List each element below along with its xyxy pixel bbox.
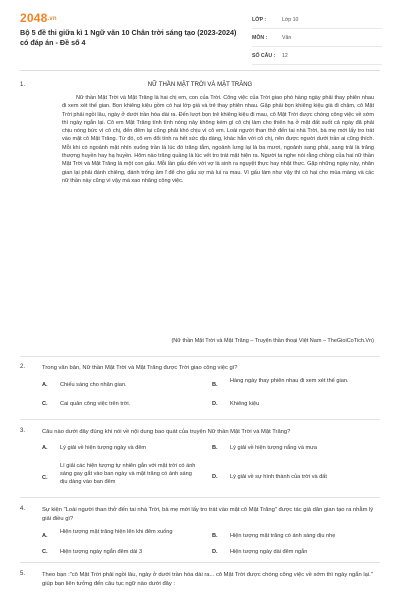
header-divider — [20, 70, 380, 71]
option-text: Lí giải các hiện tượng tự nhiên gắn với mặt trời có ánh sáng gay gắt vào ban ngày và mặt trăng có ánh sáng dịu dàng vào ban đêm — [60, 463, 196, 485]
question-text: Trong văn bản, Nữ thần Mặt Trời và Mặt Trăng được Trời giao công việc gì? — [42, 365, 238, 371]
option-letter: D. — [212, 549, 218, 555]
passage-source: (Nữ thần Mặt Trời và Mặt Trăng – Truyện thần thoại Việt Nam – TheGioiCoTich.Vn) — [171, 338, 374, 344]
option-text: Hiện tượng ngày ngắn đêm dài 3 — [60, 549, 143, 555]
document-meta — [252, 11, 382, 65]
meta-key: SỐ CÂU : — [252, 52, 276, 59]
option-letter: D. — [212, 474, 218, 480]
section-divider — [20, 497, 380, 498]
meta-value: Lớp 10 — [282, 16, 299, 23]
question-3 — [20, 428, 380, 490]
question-number: 1. — [20, 82, 26, 88]
section-divider — [20, 356, 380, 357]
passage-body: Nữ thần Mặt Trời và Mặt Trăng là hai chị em, con của Trời. Công việc của Trời giao phó hàng ngày phải thay phiên nhau đi xem xét thế gian. Bọn khiêng kiệu gồm có hai lớp già và trẻ thay phiên nhau. Gặp phải bọn khiêng kiệu già đi chậm, cô Mặt Trời phải ngồi lâu, ngày ở dưới trần hóa dài ra. Đến lượt bọn trẻ khiêng kiệu đi mau, cô Mặt Trời được chóng công việc về sớm thì ngày ngắn lại. Cô em Mặt Trăng tính tình nóng nảy không kém gì cô chị làm cho thiên hạ ở mặt đất suốt cả ngày đã phải chịu nóng bức vì cô chị, đến đêm lại cũng phải khó chịu vì cô em. Loài người than thở đến tai nhà Trời, bà mẹ mới lấy tro trát vào mặt cô Mặt Trăng. Từ đó, cô em đổi tính ra hết sức dịu dàng, khác hẳn với cô chị, nên được người dưới trần ai cũng thích. Mỗi khi có ngoảnh mặt nhìn xuống trần là lúc đó trăng tắm, ngoảnh lưng lại là ba mươi, ngoảnh sang phải, sang trái là trăng thượng huyền hay hạ huyền. Hôm nào trăng quầng là lúc vết tro trát mặt hiện ra. Người ta nghe nói rằng chồng của hai nữ thần Mặt Trời và Mặt Trăng là một con gấu. Mỗi lần gấu đến với vợ là sinh ra nguyệt thực hay nhật thực. Gặp những ngày này, nhân gian lại phải đánh chiêng, đánh trống ầm ĩ để cho gấu sợ mà lui ra mau. Vì gấu làm như vậy thì có hại cho mùa màng và các nữ thần này cũng vì vậy mà xao nhãng công việc. — [62, 95, 374, 184]
question-number: 5. — [20, 571, 26, 577]
document-title: Bộ 5 đề thi giữa kì 1 Ngữ văn 10 Chân trời sáng tạo (2023-2024) có đáp án - Đề số 4 — [20, 28, 237, 47]
reading-passage — [20, 82, 380, 350]
option-text: Hiện tượng mặt trăng có ánh sáng dịu nhẹ — [230, 533, 336, 539]
meta-key: MÔN : — [252, 34, 268, 41]
meta-row-class — [252, 11, 382, 29]
passage-title: NỮ THẦN MẶT TRỜI VÀ MẶT TRĂNG — [147, 82, 253, 88]
meta-value: 12 — [282, 52, 288, 59]
option-text: Hàng ngày thay phiên nhau đi xem xét thế gian. — [230, 378, 349, 384]
meta-value: Văn — [282, 34, 292, 41]
option-text: Lý giải về hiện tượng nắng và mưa — [230, 445, 318, 451]
section-divider — [20, 562, 380, 563]
option-text: Khiêng kiệu — [230, 401, 260, 407]
question-text: Theo bạn :"cô Mặt Trời phải ngồi lâu, ngày ở dưới trần hóa dài ra... cô Mặt Trời được chóng công việc về sớm thì ngày ngắn lại." giúp bạn liên tưởng đến câu tục ngữ nào dưới đây : — [42, 572, 373, 587]
question-text: Sự kiện "Loài người than thở đến tai nhà Trời, bà mẹ mới lấy tro trát vào mặt cô Mặt Trăng" được tác giả dân gian tạo ra nhằm lý giải điều gì? — [42, 507, 374, 522]
logo-text: 2048 — [20, 11, 48, 25]
option-letter: B. — [212, 382, 218, 388]
option-text: Cai quản công việc trên trời. — [60, 401, 131, 407]
question-2 — [20, 364, 380, 408]
option-letter: B. — [212, 445, 218, 451]
option-text: Lý giải về sự hình thành của trời và đất — [230, 474, 327, 480]
site-logo[interactable] — [20, 11, 57, 25]
option-letter: A. — [42, 533, 48, 539]
option-letter: C. — [42, 549, 48, 555]
option-letter: A. — [42, 382, 48, 388]
section-divider — [20, 419, 380, 420]
option-letter: C. — [42, 475, 48, 481]
question-4 — [20, 506, 380, 556]
meta-row-question-count — [252, 47, 382, 65]
question-number: 4. — [20, 506, 26, 512]
option-letter: C. — [42, 401, 48, 407]
option-letter: A. — [42, 445, 48, 451]
question-text: Câu nào dưới đây đúng khi nói về nội dung bao quát của truyện Nữ thần Mặt Trời và Mặt Trăng? — [42, 429, 291, 435]
meta-key: LỚP : — [252, 16, 267, 23]
option-text: Lý giải về hiện tượng ngày và đêm — [60, 445, 147, 451]
logo-suffix: .vn — [47, 16, 57, 22]
option-text: Chiếu sáng cho nhân gian. — [60, 382, 127, 388]
meta-row-subject — [252, 29, 382, 47]
document-header — [0, 0, 400, 70]
option-letter: B. — [212, 533, 218, 539]
question-number: 3. — [20, 428, 26, 434]
question-5 — [20, 571, 380, 593]
option-letter: D. — [212, 401, 218, 407]
option-text: Hiện tượng mặt trăng hiện lên khi đêm xuống — [60, 529, 173, 535]
question-number: 2. — [20, 364, 26, 370]
option-text: Hiện tượng ngày dài đêm ngắn — [230, 549, 308, 555]
